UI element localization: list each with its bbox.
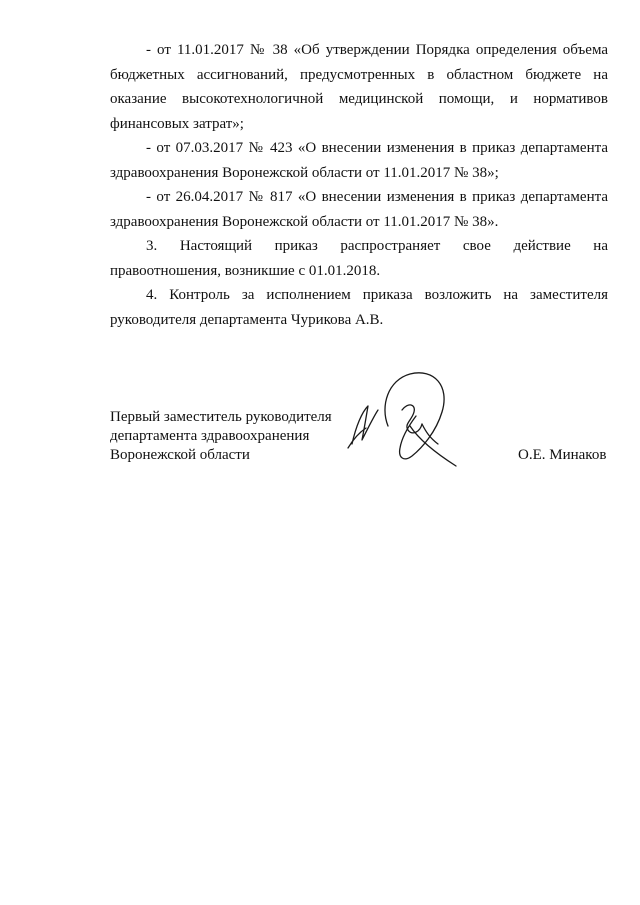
text-line: - от 07.03.2017 № 423 «О внесении изменения в приказ департамента [146, 140, 608, 156]
text-line: правоотношения, возникшие с 01.01.2018. [110, 262, 381, 279]
document-body [110, 38, 608, 332]
text-line: здравоохранения Воронежской области от 11.01.2017 № 38». [110, 213, 499, 230]
text-line: руководителя департамента Чурикова А.В. [110, 311, 384, 328]
text-line: - от 11.01.2017 № 38 «Об утверждении Порядка определения объема [146, 42, 608, 58]
paragraph-order-38 [110, 38, 608, 136]
signer-position-line: департамента здравоохранения [110, 428, 310, 444]
paragraph-item-4 [110, 283, 608, 332]
text-line: оказание высокотехнологичной медицинской помощи, и нормативов [110, 91, 608, 107]
signer-position [110, 408, 350, 465]
signer-position-line: Первый заместитель руководителя [110, 409, 332, 425]
signer-name: О.Е. Минаков [518, 447, 607, 463]
signer-position-line: Воронежской области [110, 447, 250, 463]
text-line: 4. Контроль за исполнением приказа возложить на заместителя [146, 287, 608, 303]
paragraph-order-817 [110, 185, 608, 234]
handwritten-signature [338, 366, 478, 476]
paragraph-order-423 [110, 136, 608, 185]
paragraph-item-3 [110, 234, 608, 283]
text-line: бюджетных ассигнований, предусмотренных в областном бюджете на [110, 66, 608, 83]
text-line: финансовых затрат»; [110, 115, 244, 132]
text-line: - от 26.04.2017 № 817 «О внесении изменения в приказ департамента [146, 189, 608, 205]
text-line: здравоохранения Воронежской области от 11.01.2017 № 38»; [110, 164, 499, 181]
text-line: 3. Настоящий приказ распространяет свое действие на [146, 238, 608, 254]
